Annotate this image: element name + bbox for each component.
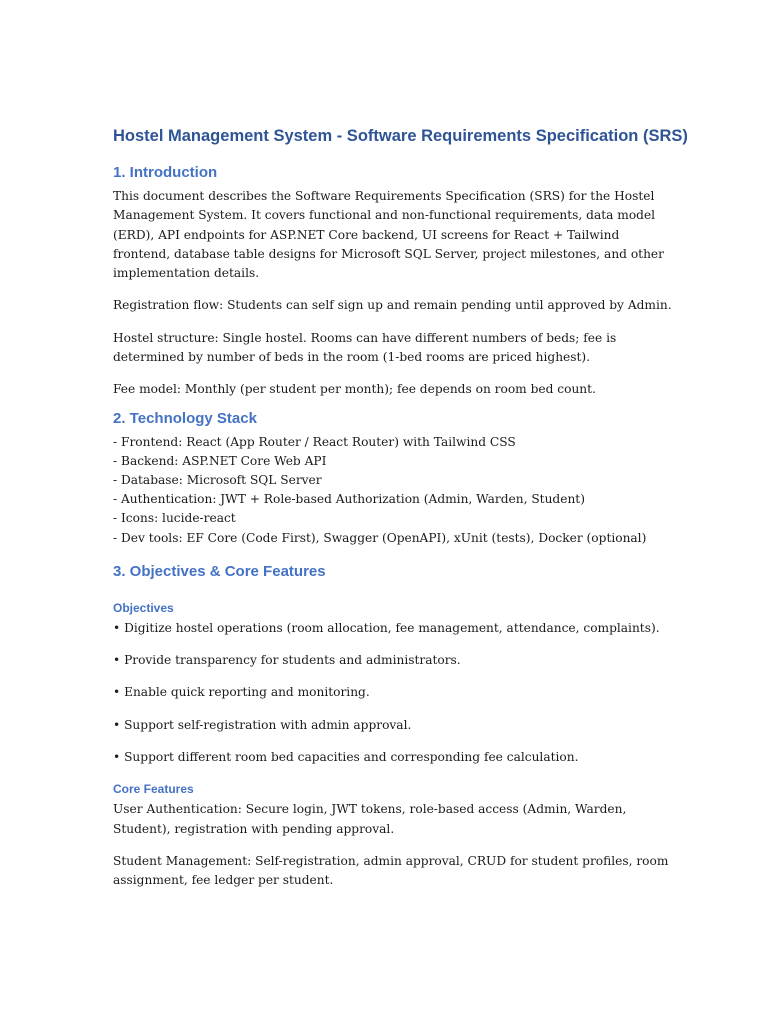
list-item: - Dev tools: EF Core (Code First), Swagger (OpenAPI), xUnit (tests), Docker (optional) [113,530,647,545]
hostel-structure-paragraph: Hostel structure: Single hostel. Rooms can have different numbers of beds; fee is determined by number of beds in the room (1-bed rooms are priced highest). [113,330,617,365]
section-heading-introduction: 1. Introduction [113,164,218,181]
list-item: - Database: Microsoft SQL Server [113,473,322,488]
list-item: - Authentication: JWT + Role-based Authorization (Admin, Warden, Student) [113,492,585,507]
subheading-core-features: Core Features [113,782,194,797]
subheading-objectives: Objectives [113,600,174,615]
fee-model-paragraph: Fee model: Monthly (per student per month); fee depends on room bed count. [113,382,596,397]
document-title: Hostel Management System - Software Requirements Specification (SRS) [113,127,688,145]
list-item: - Icons: lucide-react [113,511,236,526]
core-feature-student-management: Student Management: Self-registration, admin approval, CRUD for student profiles, room assignment, fee ledger per student. [113,853,669,888]
list-item: • Support self-registration with admin approval. [113,717,412,732]
intro-paragraph: This document describes the Software Requirements Specification (SRS) for the Hostel Management System. It covers functional and non-functional requirements, data model (ERD), API endpoints for ASP.NET Core backend, UI screens for React + Tailwind frontend, database table designs for Microsoft SQL Server, project milestones, and other implementation details. [113,189,664,281]
list-item: • Support different room bed capacities and corresponding fee calculation. [113,750,579,765]
core-feature-authentication: User Authentication: Secure login, JWT tokens, role-based access (Admin, Warden, Student), registration with pending approval. [113,802,627,836]
registration-flow-paragraph: Registration flow: Students can self sign up and remain pending until approved by Admin. [113,298,672,313]
list-item: • Provide transparency for students and administrators. [113,653,461,668]
section-heading-technology-stack: 2. Technology Stack [113,409,257,427]
technology-stack-list [113,433,673,548]
list-item: - Backend: ASP.NET Core Web API [113,453,327,468]
list-item: • Digitize hostel operations (room allocation, fee management, attendance, complaints). [113,620,660,635]
section-heading-objectives-core-features: 3. Objectives & Core Features [113,562,326,580]
list-item: - Frontend: React (App Router / React Router) with Tailwind CSS [113,434,516,449]
document-page [113,126,688,904]
list-item: • Enable quick reporting and monitoring. [113,685,370,700]
